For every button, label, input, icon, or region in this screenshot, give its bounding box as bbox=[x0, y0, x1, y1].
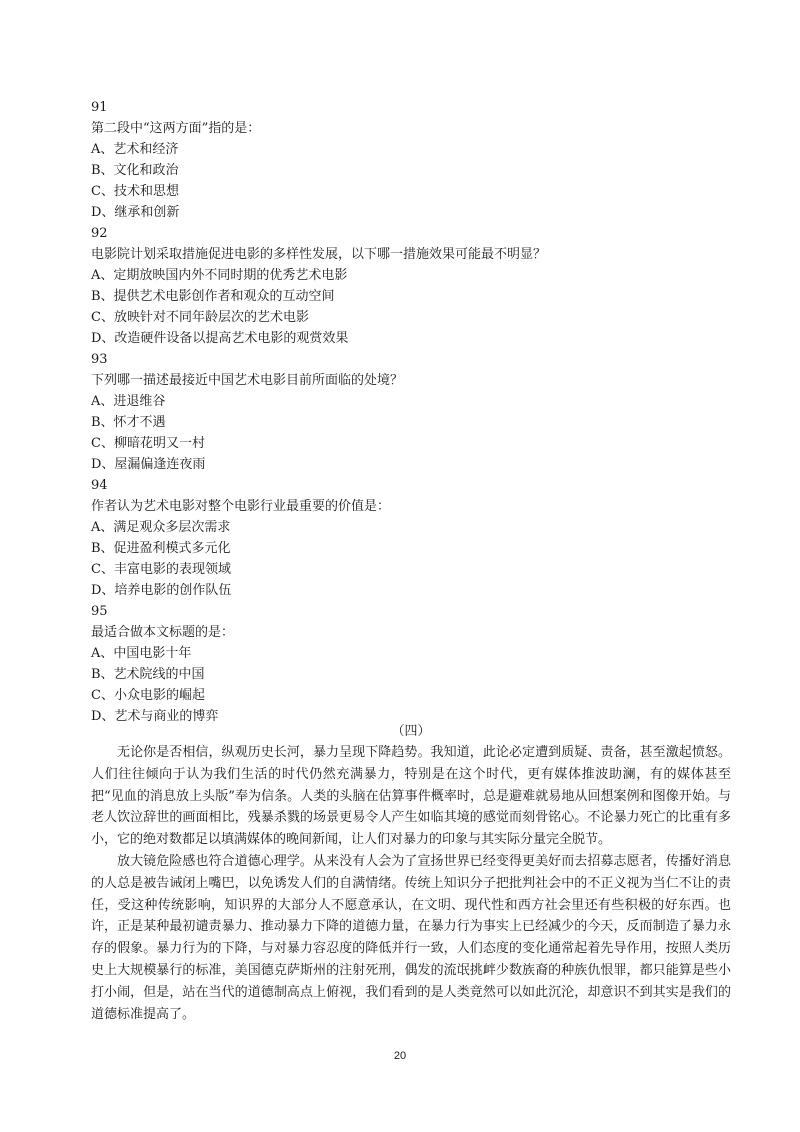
question-stem: 作者认为艺术电影对整个电影行业最重要的价值是： bbox=[91, 499, 391, 514]
question-stem: 下列哪一描述最接近中国艺术电影目前所面临的处境？ bbox=[91, 373, 404, 388]
reading-section bbox=[91, 721, 731, 1025]
option-c: C、放映针对不同年龄层次的艺术电影 bbox=[91, 310, 309, 325]
option-b: B、怀才不遇 bbox=[91, 415, 166, 430]
question-number: 95 bbox=[91, 604, 108, 619]
option-d: D、改造硬件设备以提高艺术电影的观赏效果 bbox=[91, 331, 349, 346]
option-d: D、艺术与商业的博弈 bbox=[91, 709, 219, 724]
question-number: 93 bbox=[91, 352, 108, 367]
option-c: C、丰富电影的表现领域 bbox=[91, 562, 231, 577]
question-stem: 最适合做本文标题的是： bbox=[91, 625, 235, 640]
option-b: B、促进盈利模式多元化 bbox=[91, 541, 231, 556]
option-a: A、进退维谷 bbox=[91, 394, 166, 409]
option-a: A、定期放映国内外不同时期的优秀艺术电影 bbox=[91, 268, 348, 283]
question-list bbox=[91, 97, 731, 727]
passage-paragraph: 无论你是否相信，纵观历史长河，暴力呈现下降趋势。我知道，此论必定遭到质疑、责备，甚至激起愤怒。人们往往倾向于认为我们生活的时代仍然充满暴力，特别是在这个时代，更有媒体推波助澜，有的媒体甚至把“见血的消息放上头版”奉为信条。人类的头脑在估算事件概率时，总是避难就易地从回想案例和图像开始。与老人饮泣辞世的画面相比，残暴杀戮的场景更易令人产生如临其境的感觉而刻骨铭心。不论暴力死亡的比重有多小，它的绝对数都足以填满媒体的晚间新闻，让人们对暴力的印象与其实际分量完全脱节。 bbox=[91, 745, 731, 848]
question-number: 91 bbox=[91, 100, 108, 115]
option-b: B、文化和政治 bbox=[91, 163, 179, 178]
option-a: A、中国电影十年 bbox=[91, 646, 192, 661]
option-b: B、艺术院线的中国 bbox=[91, 667, 205, 682]
option-a: A、艺术和经济 bbox=[91, 142, 179, 157]
question-stem: 电影院计划采取措施促进电影的多样性发展，以下哪一措施效果可能最不明显？ bbox=[91, 247, 547, 262]
option-d: D、继承和创新 bbox=[91, 205, 180, 220]
option-b: B、提供艺术电影创作者和观众的互动空间 bbox=[91, 289, 335, 304]
question-number: 94 bbox=[91, 478, 108, 493]
option-c: C、柳暗花明又一村 bbox=[91, 436, 205, 451]
passage-paragraph: 放大镜危险感也符合道德心理学。从来没有人会为了宣扬世界已经变得更美好而去招募志愿者，传播好消息的人总是被告诫闭上嘴巴，以免诱发人们的自满情绪。传统上知识分子把批判社会中的不正义视为当仁不让的责任，受这种传统影响，知识界的大部分人不愿意承认，在文明、现代性和西方社会里还有些积极的好东西。也许，正是某种最初谴责暴力、推动暴力下降的道德力量，在暴力行为事实上已经减少的今天，反而制造了暴力永存的假象。暴力行为的下降，与对暴力容忍度的降低并行一致，人们态度的变化通常起着先导作用，按照人类历史上大规模暴行的标准，美国德克萨斯州的注射死刑，偶发的流氓挑衅少数族裔的种族仇恨罪，都只能算是些小打小闹，但是，站在当代的道德制高点上俯视，我们看到的是人类竟然可以如此沉沦，却意识不到其实是我们的道德标准提高了。 bbox=[91, 853, 731, 1022]
option-d: D、屋漏偏逢连夜雨 bbox=[91, 457, 206, 472]
option-c: C、技术和思想 bbox=[91, 184, 179, 199]
question-stem: 第二段中“这两方面”指的是： bbox=[91, 121, 261, 136]
page-number: 20 bbox=[393, 1050, 407, 1062]
section-title: （四） bbox=[391, 724, 431, 739]
option-d: D、培养电影的创作队伍 bbox=[91, 583, 232, 598]
option-a: A、满足观众多层次需求 bbox=[91, 520, 231, 535]
question-number: 92 bbox=[91, 226, 108, 241]
option-c: C、小众电影的崛起 bbox=[91, 688, 205, 703]
